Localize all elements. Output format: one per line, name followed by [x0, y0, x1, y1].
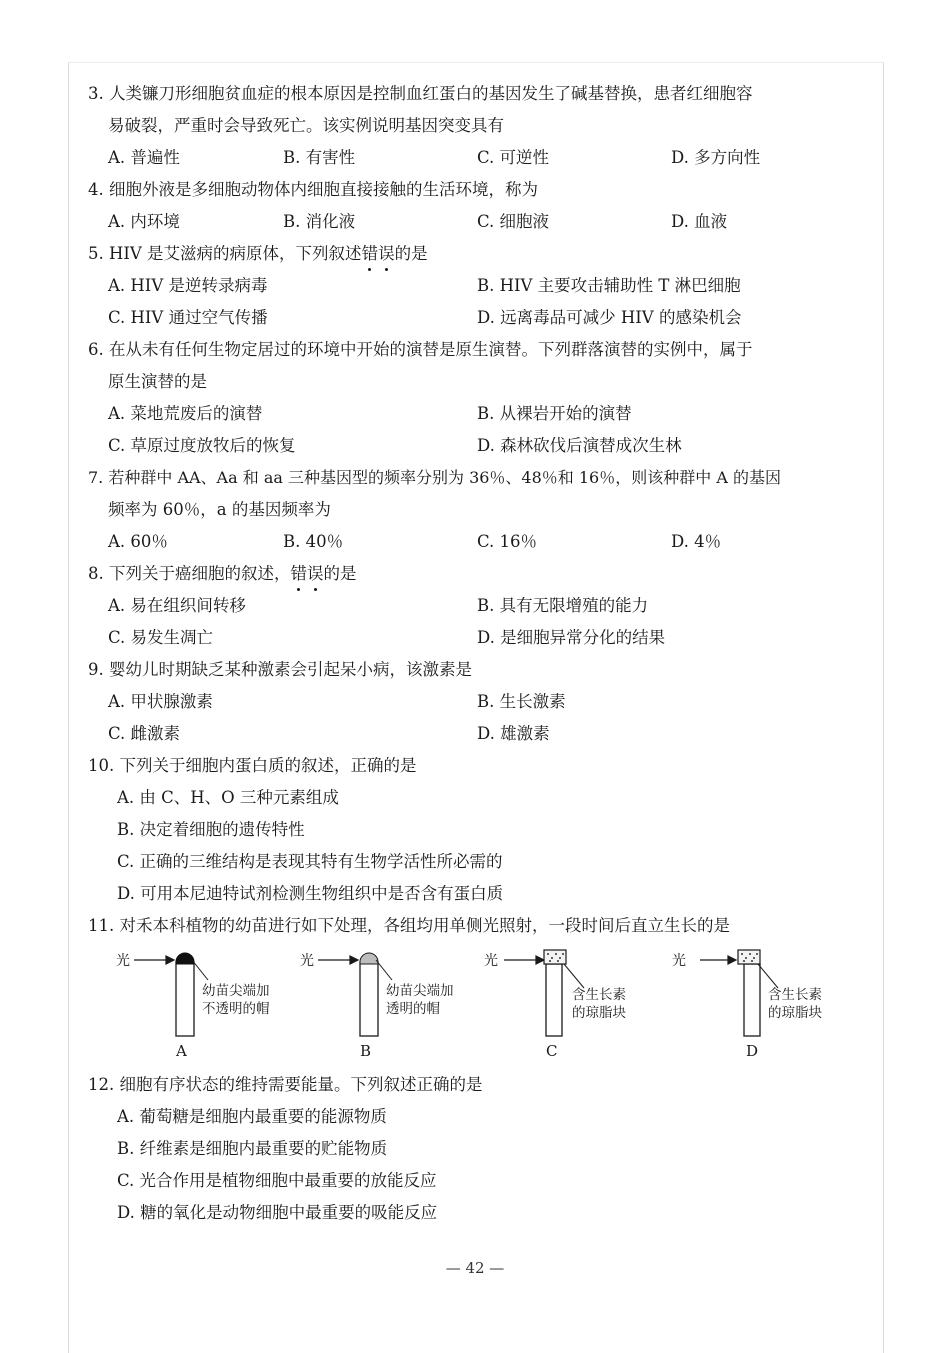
q12-option-d: D. 糖的氧化是动物细胞中最重要的吸能反应 [117, 1203, 438, 1222]
q3-option-c: C. 可逆性 [477, 148, 550, 167]
q7-stem-line2: 频率为 60％，a 的基因频率为 [108, 500, 331, 519]
agar-block-c [544, 950, 566, 964]
q5-option-c: C. HIV 通过空气传播 [108, 308, 268, 327]
caption-c-line1: 含生长素 [572, 987, 626, 1003]
q3-option-d: D. 多方向性 [671, 148, 761, 167]
q10-option-d: D. 可用本尼迪特试剂检测生物组织中是否含有蛋白质 [117, 884, 504, 903]
q9-option-c: C. 雌激素 [108, 724, 181, 743]
q5-stem-pre: 5. HIV 是艾滋病的病原体，下列叙述 [88, 244, 362, 263]
light-label-d: 光 [672, 953, 686, 969]
transparent-cap-b [360, 953, 378, 964]
q10-option-c: C. 正确的三维结构是表现其特有生物学活性所必需的 [117, 852, 503, 871]
q9-option-d: D. 雄激素 [477, 724, 550, 743]
q8-stem-emphasis-1: 错 [290, 564, 307, 583]
q6-option-a: A. 菜地荒废后的演替 [108, 404, 263, 423]
caption-d-line2: 的琼脂块 [768, 1005, 822, 1021]
seedling-d [744, 964, 760, 1036]
q10-option-a: A. 由 C、H、O 三种元素组成 [117, 788, 339, 807]
caption-a-line2: 不透明的帽 [202, 1001, 270, 1017]
q11-figure [108, 946, 868, 1066]
panel-letter-c: C [546, 1042, 558, 1060]
q3-stem-line1: 3. 人类镰刀形细胞贫血症的根本原因是控制血红蛋白的基因发生了碱基替换，患者红细胞容 [88, 84, 753, 103]
q5-stem-emphasis-1: 错 [361, 244, 379, 263]
q6-option-c: C. 草原过度放牧后的恢复 [108, 436, 296, 455]
q4-option-d: D. 血液 [671, 212, 728, 231]
q12-option-b: B. 纤维素是细胞内最重要的贮能物质 [117, 1139, 388, 1158]
q6-option-d: D. 森林砍伐后演替成次生林 [477, 436, 682, 455]
q4-option-a: A. 内环境 [108, 212, 180, 231]
q9-stem: 9. 婴幼儿时期缺乏某种激素会引起呆小病，该激素是 [88, 660, 472, 679]
q8-stem-pre: 8. 下列关于癌细胞的叙述， [88, 564, 291, 583]
panel-letter-a: A [176, 1042, 187, 1060]
q12-option-c: C. 光合作用是植物细胞中最重要的放能反应 [117, 1171, 437, 1190]
agar-block-d [738, 950, 760, 964]
q7-option-b: B. 40％ [283, 532, 344, 551]
q4-option-b: B. 消化液 [283, 212, 356, 231]
q8-option-a: A. 易在组织间转移 [108, 596, 246, 615]
q9-option-a: A. 甲状腺激素 [108, 692, 213, 711]
light-label-c: 光 [484, 953, 498, 969]
page-number: — 42 — [445, 1259, 505, 1277]
q6-stem-line1: 6. 在从未有任何生物定居过的环境中开始的演替是原生演替。下列群落演替的实例中，属于 [88, 340, 753, 359]
q12-option-a: A. 葡萄糖是细胞内最重要的能源物质 [117, 1107, 387, 1126]
seedling-c [546, 964, 562, 1036]
q4-stem: 4. 细胞外液是多细胞动物体内细胞直接接触的生活环境，称为 [88, 180, 538, 199]
q12-stem: 12. 细胞有序状态的维持需要能量。下列叙述正确的是 [88, 1075, 483, 1094]
caption-a-line1: 幼苗尖端加 [202, 983, 270, 999]
q5-stem [88, 243, 428, 265]
q5-option-d: D. 远离毒品可减少 HIV 的感染机会 [477, 308, 742, 327]
q4-option-c: C. 细胞液 [477, 212, 550, 231]
q7-option-d: D. 4％ [671, 532, 722, 551]
q5-option-a: A. HIV 是逆转录病毒 [108, 276, 268, 295]
seedling-a [176, 962, 194, 1036]
opaque-cap-a [176, 953, 194, 964]
q9-option-b: B. 生长激素 [477, 692, 566, 711]
q3-option-a: A. 普遍性 [108, 148, 180, 167]
light-label-a: 光 [116, 953, 130, 969]
seedling-b [360, 962, 378, 1036]
panel-letter-d: D [746, 1042, 759, 1060]
panel-letter-b: B [360, 1042, 372, 1060]
q7-option-a: A. 60％ [108, 532, 168, 551]
q3-stem-line2: 易破裂，严重时会导致死亡。该实例说明基因突变具有 [108, 116, 504, 135]
q3-option-b: B. 有害性 [283, 148, 356, 167]
q8-stem [88, 563, 357, 585]
q8-option-b: B. 具有无限增殖的能力 [477, 596, 649, 615]
q6-stem-line2: 原生演替的是 [108, 372, 207, 391]
q8-option-d: D. 是细胞异常分化的结果 [477, 628, 666, 647]
q6-option-b: B. 从裸岩开始的演替 [477, 404, 632, 423]
q5-stem-post: 的是 [394, 244, 428, 263]
q5-stem-emphasis-2: 误 [378, 244, 395, 263]
caption-d-line1: 含生长素 [768, 987, 822, 1003]
q8-stem-post: 的是 [323, 564, 357, 583]
light-label-b: 光 [300, 953, 314, 969]
q7-stem-line1: 7. 若种群中 AA、Aa 和 aa 三种基因型的频率分别为 36％、48％和 16％，则该种群中 A 的基因 [88, 468, 781, 487]
q7-option-c: C. 16％ [477, 532, 538, 551]
q5-option-b: B. HIV 主要攻击辅助性 T 淋巴细胞 [477, 276, 741, 295]
q11-stem: 11. 对禾本科植物的幼苗进行如下处理，各组均用单侧光照射，一段时间后直立生长的是 [88, 916, 730, 935]
q8-option-c: C. 易发生凋亡 [108, 628, 214, 647]
caption-c-line2: 的琼脂块 [572, 1005, 626, 1021]
q10-stem: 10. 下列关于细胞内蛋白质的叙述，正确的是 [88, 756, 417, 775]
q10-option-b: B. 决定着细胞的遗传特性 [117, 820, 305, 839]
caption-b-line1: 幼苗尖端加 [386, 983, 454, 999]
caption-b-line2: 透明的帽 [386, 1001, 440, 1017]
q8-stem-emphasis-2: 误 [307, 564, 324, 583]
